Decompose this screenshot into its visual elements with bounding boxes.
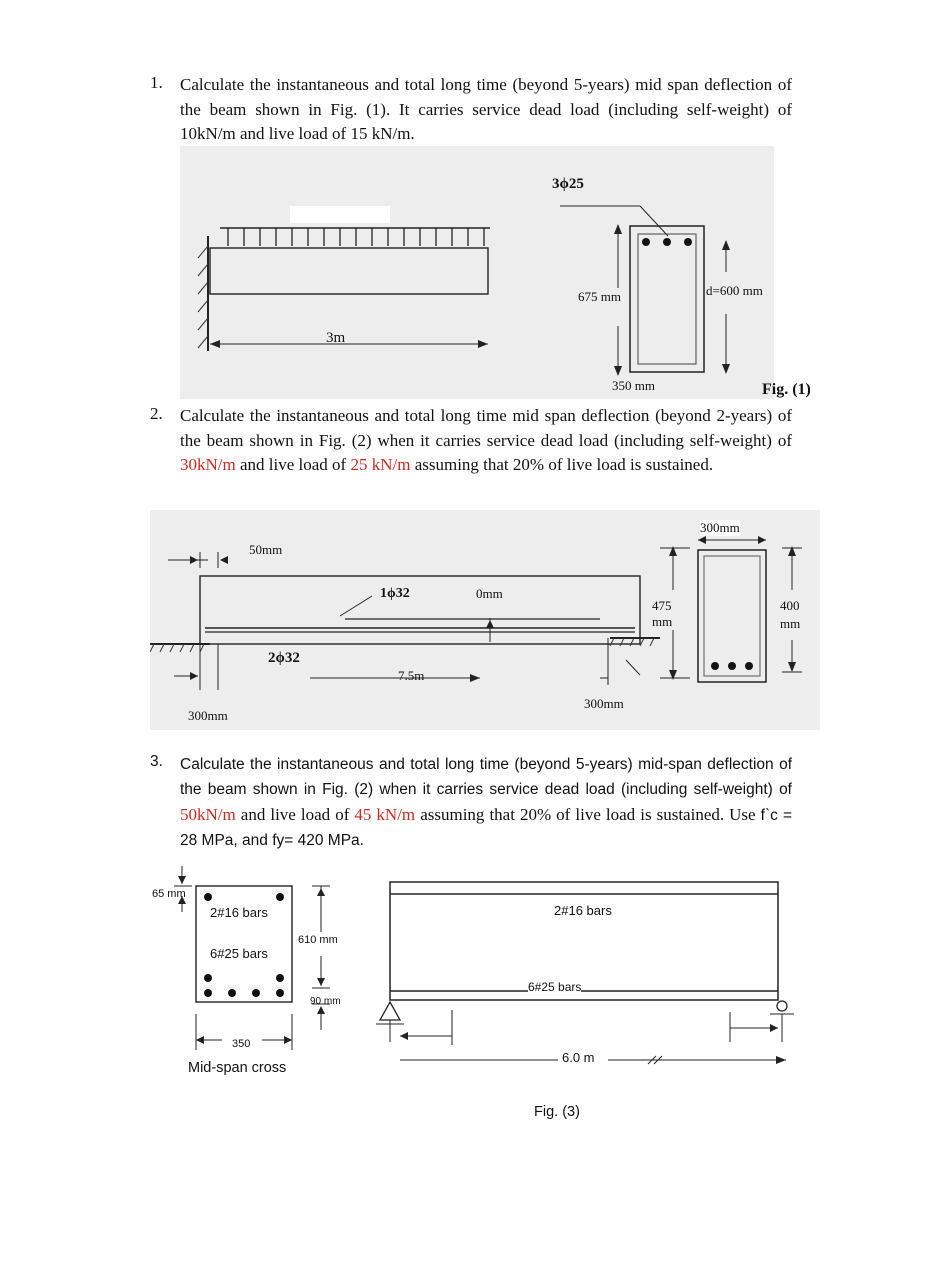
fig1-span-label: 3m [326, 330, 346, 346]
q3-materials-fy: fy= 420 MPa. [272, 832, 364, 849]
fig2-top-bar-label: 1ϕ32 [380, 586, 410, 601]
fig3-width-label: 350 [232, 1038, 251, 1050]
fig1-h-label: 675 mm [578, 289, 621, 304]
fig3-cover-top-label: 65 mm [152, 888, 186, 900]
section-1 [630, 226, 704, 372]
fig2-h-label: 400 [780, 598, 800, 613]
rebar-dot [642, 238, 650, 246]
fig2-top-offset-label: 50mm [249, 542, 283, 557]
q3-text-a: Calculate the instantaneous and total long time (beyond 5-years) mid-span deflection of the beam shown in Fig. (2) when it carries service dead load (including self-weight) of [180, 756, 792, 798]
section-3 [196, 886, 292, 1002]
fig3-elev-bottom-bars-label: 6#25 bars [528, 980, 582, 994]
fig2-support-right-label: 300mm [584, 696, 624, 711]
rebar-dot [745, 662, 753, 670]
roller-support [777, 1001, 787, 1011]
rebar-dot [228, 989, 236, 997]
rebar-dot [204, 989, 212, 997]
fig3-top-bars-label: 2#16 bars [210, 905, 268, 920]
figure-2 [150, 510, 820, 730]
question-2-text [180, 404, 792, 478]
q2-text-b: and live load of [235, 455, 351, 474]
fig3-cross-caption: Mid-span cross [188, 1060, 287, 1076]
fig1-bars-label: 3ϕ25 [552, 176, 584, 192]
fig1-caption: Fig. (1) [762, 381, 811, 398]
fig2-width-label: 300mm [700, 520, 740, 535]
fig2-bottom-bars-label: 2ϕ32 [268, 650, 300, 666]
question-2-number: 2. [150, 404, 163, 423]
blank-patch [290, 206, 390, 223]
fig2-support-left-label: 300mm [188, 708, 228, 723]
support-hatch [198, 246, 208, 348]
rebar-dot [204, 893, 212, 901]
fig2-span-label: 7.5m [398, 668, 425, 683]
fig3-caption: Fig. (3) [534, 1104, 580, 1120]
pin-support [380, 1002, 400, 1020]
fig3-cover-bottom-label: 90 mm [310, 996, 341, 1007]
beam-1 [210, 248, 488, 294]
question-1-text: Calculate the instantaneous and total long time (beyond 5-years) mid span deflection of the beam shown in Fig. (1). It carries service dead load (including self-weight) of 10kN/m and live load of 15 kN/m. [180, 75, 792, 143]
q2-text-a: Calculate the instantaneous and total long time mid span deflection (beyond 2-years) of the beam shown in Fig. (2) when it carries service dead load (including self-weight) of [180, 406, 792, 450]
q3-text-c: assuming that 20% of live load is sustained. Use [415, 805, 761, 824]
beam-3 [390, 882, 778, 1000]
question-3-number: 3. [150, 753, 163, 770]
rebar-dot [276, 893, 284, 901]
q3-materials-fc: f`c = 28 MPa, and [180, 807, 793, 849]
figure-3 [150, 860, 810, 1130]
fig3-elev-top-bars-label: 2#16 bars [554, 903, 612, 918]
figure-1 [180, 146, 774, 399]
rebar-dot [684, 238, 692, 246]
fig2-d-unit: mm [652, 614, 673, 629]
q2-text-c: assuming that 20% of live load is sustained. [410, 455, 714, 474]
q2-dead-load: 30kN/m [180, 455, 236, 474]
fig1-d-label: d=600 mm [706, 283, 763, 298]
figure-3-drawing [150, 860, 810, 1090]
fig2-mid-label: 0mm [476, 586, 503, 601]
load-arrows [228, 228, 484, 246]
question-3-text [180, 752, 792, 853]
fig2-d-label: 475 [652, 598, 672, 613]
beam-2 [200, 576, 640, 644]
rebar-dot [711, 662, 719, 670]
fig3-span-label: 6.0 m [562, 1050, 595, 1065]
rebar-dot [728, 662, 736, 670]
rebar-dot [204, 974, 212, 982]
rebar-dot [663, 238, 671, 246]
rebar-dot [252, 989, 260, 997]
fig2-h-unit: mm [780, 616, 801, 631]
rebar-dot [276, 989, 284, 997]
rebar-dot [276, 974, 284, 982]
fig3-bottom-bars-label: 6#25 bars [210, 946, 268, 961]
figure-1-drawing [180, 146, 774, 399]
question-1-number: 1. [150, 73, 163, 92]
fig3-d-label: 610 mm [298, 934, 338, 946]
q3-dead-load: 50kN/m [180, 805, 236, 824]
q3-text-b: and live load of [235, 805, 355, 824]
fig1-b-label: 350 mm [612, 378, 655, 393]
q3-live-load: 45 kN/m [354, 805, 416, 824]
q2-live-load: 25 kN/m [350, 455, 411, 474]
